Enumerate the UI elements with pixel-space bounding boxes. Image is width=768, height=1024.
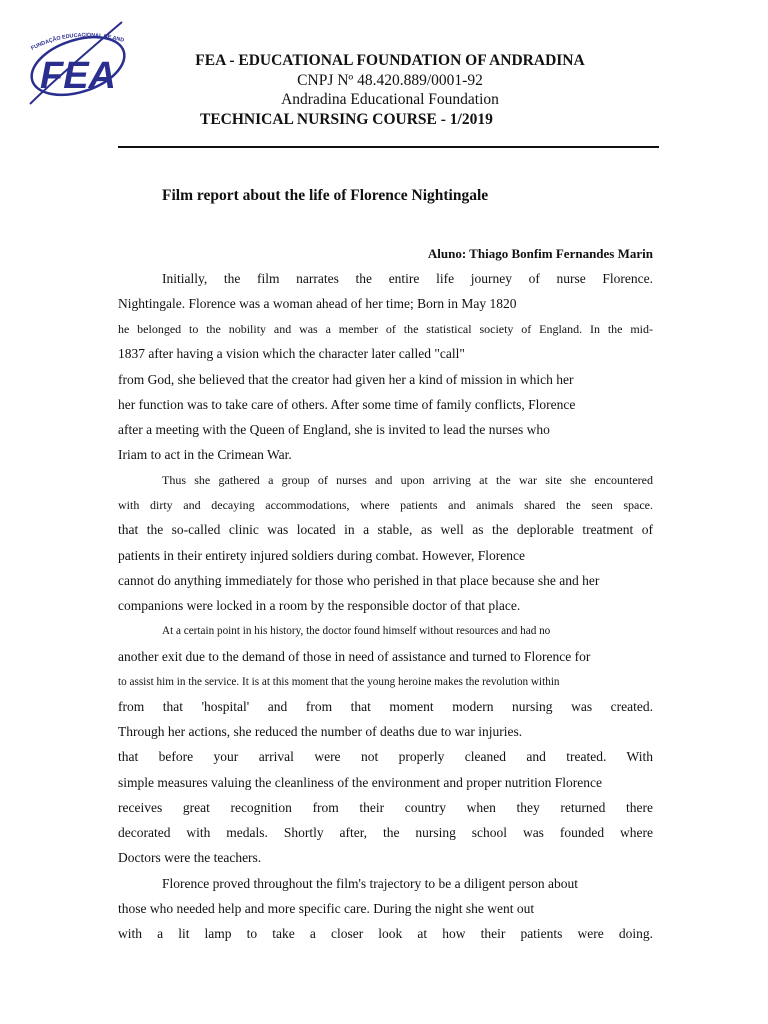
text-line: decorated with medals. Shortly after, the nursing school was founded where [118,825,653,840]
header-subtitle: Andradina Educational Foundation [281,91,499,108]
document-title: Film report about the life of Florence Nightingale [162,187,489,204]
text-line: Iriam to act in the Crimean War. [118,447,292,462]
header-divider [118,146,659,148]
text-line: receives great recognition from their country when they returned there [118,800,653,815]
svg-text:FUNDAÇÃO EDUCACIONAL DE ANDRAD [24,20,125,52]
header-course: TECHNICAL NURSING COURSE - 1/2019 [200,111,493,128]
text-line: patients in their entirety injured soldiers during combat. However, Florence [118,548,525,563]
text-line: Through her actions, she reduced the number of deaths due to war injuries. [118,724,523,739]
fea-logo [24,20,130,106]
text-line: simple measures valuing the cleanliness of the environment and proper nutrition Florence [118,775,602,790]
text-line: Initially, the film narrates the entire life journey of nurse Florence. [162,271,653,286]
text-line: At a certain point in his history, the doctor found himself without resources and had no [162,625,551,637]
text-line: from God, she believed that the creator had given her a kind of mission in which her [118,372,574,387]
text-line: to assist him in the service. It is at this moment that the young heroine makes the revolution within [118,676,560,688]
header-cnpj: CNPJ Nº 48.420.889/0001-92 [297,72,483,89]
text-line: Doctors were the teachers. [118,850,262,865]
text-line: from that 'hospital' and from that moment modern nursing was created. [118,699,653,714]
text-line: 1837 after having a vision which the character later called "call" [118,346,465,361]
logo-ring-text: FUNDAÇÃO EDUCACIONAL DE AND [30,32,125,52]
text-line: he belonged to the nobility and was a member of the statistical society of England. In the mid- [118,322,653,336]
header-title: FEA - EDUCATIONAL FOUNDATION OF ANDRADINA [195,52,585,69]
text-line: her function was to take care of others. After some time of family conflicts, Florence [118,397,576,412]
author-line: Aluno: Thiago Bonfim Fernandes Marin [427,246,653,261]
text-line: that the so-called clinic was located in a stable, as well as the deplorable treatment of [118,522,653,537]
text-line: with dirty and decaying accommodations, where patients and animals shared the seen space. [118,498,653,512]
text-line: that before your arrival were not properly cleaned and treated. With [118,749,653,764]
text-line: companions were locked in a room by the responsible doctor of that place. [118,598,521,613]
text-line: those who needed help and more specific care. During the night she went out [118,901,535,916]
text-line: another exit due to the demand of those in need of assistance and turned to Florence for [118,649,591,664]
text-line: with a lit lamp to take a closer look at how their patients were doing. [118,926,653,941]
logo-text: FEA [40,55,116,97]
text-line: after a meeting with the Queen of England, she is invited to lead the nurses who [118,422,550,437]
text-line: Thus she gathered a group of nurses and upon arriving at the war site she encountered [162,473,653,487]
text-line: cannot do anything immediately for those who perished in that place because she and her [118,573,600,588]
text-line: Nightingale. Florence was a woman ahead of her time; Born in May 1820 [118,296,517,311]
text-line: Florence proved throughout the film's trajectory to be a diligent person about [162,876,578,891]
